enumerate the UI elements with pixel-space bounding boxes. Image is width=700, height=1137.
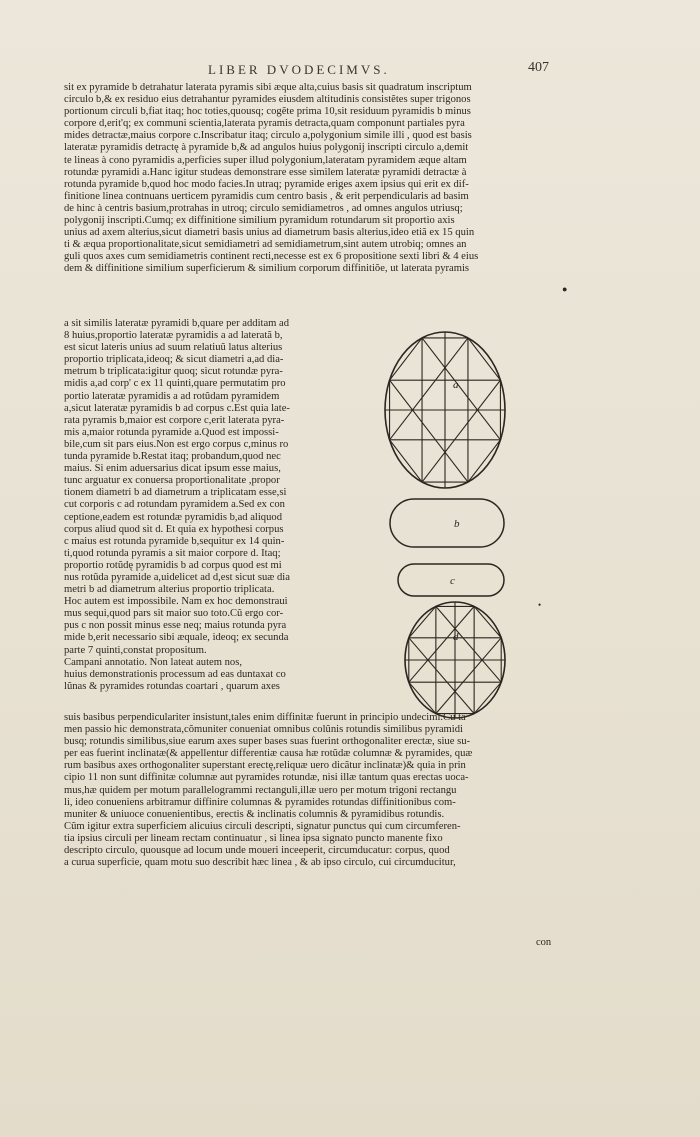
text-line: huius demonstrationis processum ad eas duntaxat co (64, 668, 286, 680)
text-line: rum basibus axes orthogonaliter superstant erectę,reliquæ uero dicãtur inclinatæ)& quia in prin (64, 760, 466, 772)
text-line: a,sicut lateratæ pyramidis b ad corpus c.Est quia late- (64, 402, 290, 414)
text-line: proportio rotũdę pyramidis b ad corpus quod est mi (64, 559, 282, 571)
text-line: per eas fuerint inclinatæ(& appellentur differentiæ causa hæ rotũdæ columnæ & pyramides, quæ (64, 748, 473, 760)
text-line: tunda pyramide b.Restat itaq; probandum,quod nec (64, 451, 281, 463)
text-line: tia ipsius circuli per lineam rectam continuatur , si linea ipsa signato puncto manente fixo (64, 832, 443, 844)
text-line: ceptione,eadem est rotundæ pyramidis b,ad aliquod (64, 511, 282, 523)
text-line: men passio hic demonstrata,cõmuniter conueniat omnibus colũnis rotundis similibus pyramidi (64, 724, 463, 736)
top-text-block (64, 82, 558, 276)
text-line: mis a,maior rotunda pyramide a.Quod est impossi- (64, 426, 279, 438)
text-line: rotundæ pyramidi a.Hanc igitur studeas demonstrare esse similem lateratæ pyramidi detractæ à (64, 166, 467, 178)
octagon-diagonal (436, 606, 501, 682)
ellipse-c-label: c (450, 575, 455, 587)
text-line: rotunda pyramide b,quod hoc modo facies.In utraq; pyramide eriges axem ipsius qui erit ex dif- (64, 178, 469, 190)
text-line: maius. Si enim aduersarius dicat ipsum esse maius, (64, 463, 281, 475)
text-line: lũnas & pyramides rotundas coartari , quarum axes (64, 680, 280, 692)
bottom-text-block (64, 712, 558, 869)
text-line: Hoc autem est impossibile. Nam ex hoc demonstraui (64, 596, 288, 608)
ellipse-c-figure (396, 562, 506, 598)
text-line: li, ideo conueniens arbitramur diffinire columnas & pyramides rotundas diffinitionibus com- (64, 796, 456, 808)
text-line: portionum circuli b,fiat itaq; hoc toties,quousq; cogẽte prima 10,sit residuum pyramidis b minus (64, 106, 471, 118)
text-line: proportio triplicata,ideoq; & sicut diametri a,ad dia- (64, 354, 284, 366)
text-line: pus c non possit minus esse neq; maius rotunda pyra (64, 620, 287, 632)
text-line: Cũm igitur extra superficiem alicuius circuli descripti, signatur punctus qui cum circumferen- (64, 820, 461, 832)
text-line: c maius est rotunda pyramide b,sequitur ex 14 quin- (64, 535, 285, 547)
text-line: guli quos axes cum semidiametris continent recti,necesse est ex 6 propositione sexti libri & 4 eius (64, 251, 479, 263)
text-line: busq; rotundis similibus,siue earum axes super bases suas fuerint orthogonaliter erectæ, siue su- (64, 736, 471, 748)
octagon-diagonal (409, 606, 474, 682)
margin-mark: ● (562, 284, 568, 294)
text-line: portio lateratæ pyramidis a ad rotũdam pyramidem (64, 390, 280, 402)
text-line: descripto circulo, quousque ad locum unde moueri inceeperit, circumducatur: corpus, quod (64, 845, 450, 857)
text-line: suis basibus perpendiculariter insistunt,tales enim diffinitæ fuerunt in principio undecimi.Cũ ta (64, 712, 466, 723)
octagon-diagonal (422, 380, 500, 482)
octagon-diagonal (390, 380, 468, 482)
text-line: te lineas à cono pyramidis a,perficies super illud polygonium,lateratam pyramidem æque altam (64, 154, 467, 166)
ellipse-b-figure (388, 497, 506, 549)
circle-d-figure (403, 600, 507, 720)
text-line: circulo b,& ex residuo eius detrahantur pyramides eiusdem altitudinis consistẽtes super trigonos (64, 94, 471, 106)
text-line: midis a,ad corp' c ex 11 quinti,quare permutatim pro (64, 378, 286, 390)
text-line: cut corporis c ad rotundam pyramidem a.Sed ex con (64, 499, 285, 511)
ellipse-b-label: b (454, 518, 460, 530)
page-number: 407 (528, 60, 549, 75)
margin-mark: • (538, 600, 542, 610)
text-line: rata pyramis b,maior est corpore c,erit laterata pyra- (64, 414, 285, 426)
text-line: Campani annotatio. Non lateat autem nos, (64, 656, 242, 668)
text-line: cipio 11 non sunt diffinitæ columnæ aut pyramides rotundæ, nisi illæ tantum quas erectas uoca- (64, 772, 469, 784)
text-line: 8 huius,proportio lateratæ pyramidis a ad lateratã b, (64, 330, 283, 342)
text-line: bile,cum sit pars eius.Non est ergo corpus c,minus ro (64, 438, 289, 450)
text-line: mide b,erit necessario sibi æquale, ideoq; ex secunda (64, 632, 289, 644)
text-line: ti,quod rotunda pyramis a sit maior corpore d. Itaq; (64, 547, 281, 559)
text-line: de hinc à centris basium,protrahas in utroq; circulo semidiametros , ad omnes angulos utriusq; (64, 202, 463, 214)
octagon-diagonal (409, 638, 474, 714)
text-line: a curua superficie, quam motu suo describit hæc linea , & ab ipso circulo, cui circumducitur, (64, 857, 456, 869)
page-header (0, 62, 700, 82)
text-line: ti & æqua proportionalitate,sicut semidiametri ad semidiametrum,sint autem utrobiq; omnes an (64, 239, 467, 251)
text-line: mus sequi,quod pars sit maior suo toto.Cũ ergo cor- (64, 608, 284, 620)
text-line: polygonij inscripti.Cumq; ex diffinitione similium pyramidum rotundarum sit proportio axis (64, 215, 455, 227)
text-line: tunc arguatur ex conuersa proportionalitate ,propor (64, 475, 280, 487)
octagon-diagonal (436, 638, 501, 714)
circle-a-label: a (453, 379, 459, 391)
text-line: parte 7 quinti,constat propositum. (64, 644, 207, 656)
circle-d-label: d (453, 631, 459, 643)
text-line: nus rotũda pyramide a,uidelicet ad d,est sicut suæ dia (64, 571, 290, 583)
circle-a-figure (383, 330, 507, 490)
text-line: mus,hæ quidem per motum parallelogrammi rectanguli,illæ uero per motum trigoni rectangu (64, 784, 457, 796)
text-line: a sit similis lateratæ pyramidi b,quare per additam ad (64, 318, 290, 329)
text-line: est sicut lateris unius ad suum relatiuũ latus alterius (64, 342, 283, 354)
running-head: LIBER DVODECIMVS. (208, 62, 390, 77)
octagon-diagonal (422, 338, 500, 440)
text-line: muniter & uniuoce conuenientibus, erectis & inclinatis columnis & pyramidibus rotundis. (64, 808, 445, 820)
text-line: finitione linea contnuans uerticem pyramidis cum centro basis , & erit perpendicularis ad basim (64, 190, 469, 202)
text-line: mides detractæ,maius corpore c.Inscribatur itaq; circulo a,polygonium simile illi , quod est basis (64, 130, 472, 142)
text-line: tionem diametri b ad diametrum a triplicatam esse,si (64, 487, 287, 499)
text-line: lateratæ pyramidis detractę à pyramide b,& ad angulos huius polygonij inscripti circulo a,demit (64, 142, 469, 154)
text-line: dem & diffinitione similium superficierum & similium corporum diffinitiõe, ut laterata pyramis (64, 263, 470, 275)
text-line: corpus aliud quod sit d. Et quia ex hypothesi corpus (64, 523, 284, 535)
text-line: metri b ad diametrum alterius proportio triplicata. (64, 584, 275, 596)
text-line: metrum b triplicata:igitur quoq; sicut rotundæ pyra- (64, 366, 283, 378)
text-line: corpore d,erit'q; ex communi scientia,laterata pyramis detracta,quam componunt partiales pyra (64, 118, 465, 130)
text-line: sit ex pyramide b detrahatur laterata pyramis sibi æque alta,cuius basis sit quadratum inscriptum (64, 82, 472, 93)
left-column-text (64, 318, 369, 693)
catchword: con (536, 937, 552, 948)
text-line: unius ad axem alterius,sicut diametri basis unius ad diametrum basis alterius,ideo etiã ex 15 quin (64, 227, 475, 239)
